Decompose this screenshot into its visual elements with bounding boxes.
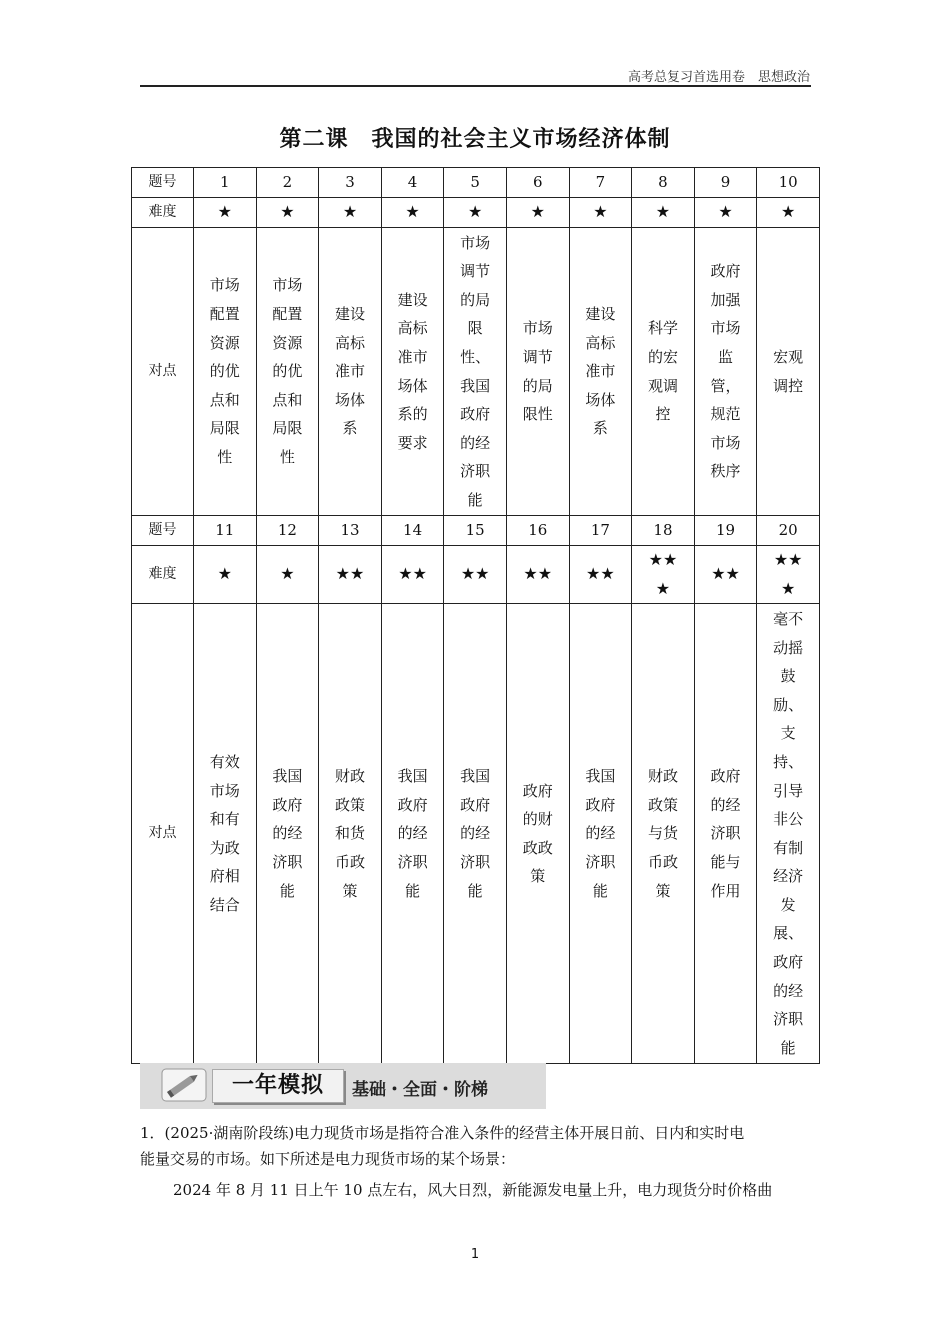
section-banner	[140, 1063, 546, 1109]
header-text: 高考总复习首选用卷 思想政治	[627, 70, 810, 85]
knowledge-point: 科学的宏观调控	[647, 319, 678, 424]
row-label-point: 对点	[132, 228, 194, 516]
row-label-point: 对点	[132, 604, 194, 1064]
difficulty-stars: ★★★	[773, 550, 803, 598]
question-1-line-1: 1．(2025·湖南阶段练)电力现货市场是指符合准入条件的经营主体开展日前、日内和实时电	[140, 1124, 745, 1142]
number-row	[132, 168, 820, 198]
question-number: 14	[381, 516, 444, 546]
row-label-difficulty: 难度	[132, 198, 194, 228]
point-row	[132, 228, 820, 516]
question-number: 6	[506, 168, 569, 198]
knowledge-point: 建设高标准市场体系的要求	[397, 290, 428, 452]
question-number: 15	[444, 516, 507, 546]
knowledge-point: 建设高标准市场体系	[334, 305, 365, 438]
point-row	[132, 604, 820, 1064]
knowledge-point: 市场调节的局限性、我国政府的经济职能	[460, 233, 491, 509]
difficulty-stars: ★★	[694, 546, 757, 604]
number-row	[132, 516, 820, 546]
question-number: 5	[444, 168, 507, 198]
question-number: 12	[256, 516, 319, 546]
difficulty-stars: ★	[632, 198, 695, 228]
difficulty-stars: ★	[256, 198, 319, 228]
question-number: 10	[757, 168, 820, 198]
row-label-number: 题号	[132, 516, 194, 546]
knowledge-point: 有效市场和有为政府相结合	[209, 752, 240, 914]
difficulty-stars: ★	[444, 198, 507, 228]
difficulty-stars: ★	[194, 198, 257, 228]
question-number: 1	[194, 168, 257, 198]
question-number: 8	[632, 168, 695, 198]
knowledge-point: 毫不动摇鼓励、支持、引导非公有制经济发展、政府的经济职能	[773, 609, 804, 1057]
question-1-line-3: 2024 年 8 月 11 日上午 10 点左右，风大日烈，新能源发电量上升，电力现货分时价格曲	[173, 1181, 773, 1199]
banner-subtitle: 基础・全面・阶梯	[352, 1080, 488, 1100]
knowledge-point: 财政政策和货币政策	[334, 767, 365, 900]
question-number: 19	[694, 516, 757, 546]
difficulty-stars: ★	[319, 198, 382, 228]
header-rule	[140, 85, 811, 87]
row-label-difficulty: 难度	[132, 546, 194, 604]
difficulty-row	[132, 546, 820, 604]
question-number: 20	[757, 516, 820, 546]
difficulty-stars: ★	[506, 198, 569, 228]
knowledge-point: 我国政府的经济职能	[397, 767, 428, 900]
banner-title: 一年模拟	[231, 1073, 324, 1098]
question-number: 11	[194, 516, 257, 546]
knowledge-point: 政府的经济职能与作用	[710, 767, 741, 900]
row-label-number: 题号	[132, 168, 194, 198]
difficulty-stars: ★	[569, 198, 632, 228]
question-number: 3	[319, 168, 382, 198]
difficulty-table-1	[131, 167, 820, 516]
question-number: 16	[506, 516, 569, 546]
difficulty-stars: ★	[256, 546, 319, 604]
difficulty-stars: ★	[381, 198, 444, 228]
question-number: 2	[256, 168, 319, 198]
page-number: 1	[470, 1247, 480, 1262]
question-number: 7	[569, 168, 632, 198]
difficulty-row	[132, 198, 820, 228]
difficulty-stars: ★★	[506, 546, 569, 604]
difficulty-stars: ★	[194, 546, 257, 604]
difficulty-stars: ★★	[569, 546, 632, 604]
difficulty-stars: ★	[757, 198, 820, 228]
difficulty-stars: ★★	[319, 546, 382, 604]
knowledge-point: 市场配置资源的优点和局限性	[272, 276, 303, 466]
knowledge-point: 市场配置资源的优点和局限性	[209, 276, 240, 466]
banner-tab	[212, 1069, 344, 1103]
knowledge-point: 财政政策与货币政策	[647, 767, 678, 900]
difficulty-stars: ★★	[444, 546, 507, 604]
difficulty-stars: ★★★	[648, 550, 678, 598]
knowledge-point: 我国政府的经济职能	[460, 767, 491, 900]
page-title: 第二课 我国的社会主义市场经济体制	[279, 127, 671, 152]
knowledge-point: 建设高标准市场体系	[585, 305, 616, 438]
question-number: 18	[632, 516, 695, 546]
knowledge-point: 我国政府的经济职能	[272, 767, 303, 900]
knowledge-point: 市场调节的局限性	[522, 319, 553, 424]
difficulty-stars: ★	[694, 198, 757, 228]
knowledge-point: 政府加强市场监管，规范市场秩序	[710, 262, 741, 481]
difficulty-stars: ★★	[381, 546, 444, 604]
pencil-icon	[160, 1067, 216, 1103]
question-number: 13	[319, 516, 382, 546]
question-number: 9	[694, 168, 757, 198]
difficulty-table-2	[131, 515, 820, 1064]
question-number: 17	[569, 516, 632, 546]
knowledge-point: 我国政府的经济职能	[585, 767, 616, 900]
knowledge-point: 宏观调控	[773, 347, 804, 395]
question-number: 4	[381, 168, 444, 198]
question-1-line-2: 能量交易的市场。如下所述是电力现货市场的某个场景：	[140, 1150, 516, 1168]
knowledge-point: 政府的财政政策	[522, 781, 553, 886]
